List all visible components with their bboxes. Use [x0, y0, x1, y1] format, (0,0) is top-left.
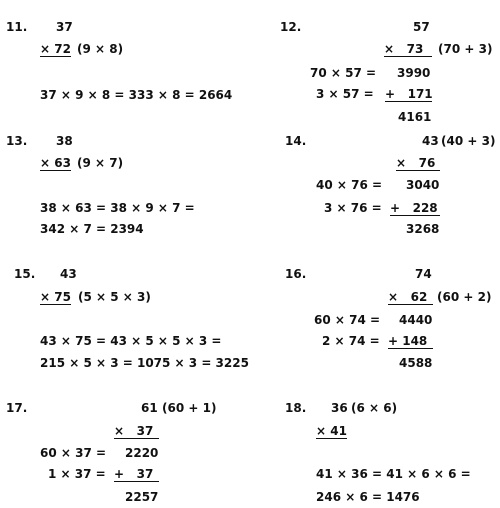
partial-product: 3040: [406, 178, 440, 192]
partial-label: 60 × 74 =: [314, 313, 381, 327]
multiplier: × 37: [114, 424, 159, 439]
partial-label: 3 × 57 =: [316, 87, 374, 101]
multiplier: × 73: [384, 42, 432, 57]
factor-hint: (60 + 2): [437, 290, 492, 304]
partial-label: 40 × 76 =: [316, 178, 383, 192]
multiplicand: 43: [60, 267, 77, 281]
multiplicand: 37: [56, 20, 73, 34]
multiplier: × 72: [40, 42, 71, 56]
partial-product: + 171: [385, 87, 433, 101]
partial-label: 70 × 57 =: [310, 66, 377, 80]
multiplicand: 43: [422, 134, 439, 148]
partial-product: 4440: [399, 313, 433, 327]
total: 4161: [398, 110, 432, 124]
factor-hint: (9 × 8): [77, 42, 124, 56]
problem-number: 11.: [6, 20, 28, 34]
factor-hint: (9 × 7): [77, 156, 124, 170]
total: 4588: [399, 356, 433, 370]
factor-hint: (70 + 3): [438, 42, 493, 56]
multiplicand: 36: [331, 401, 348, 415]
solution-line: 43 × 75 = 43 × 5 × 5 × 3 =: [40, 334, 222, 348]
partial-label: 2 × 74 =: [322, 334, 380, 348]
problem-number: 14.: [285, 134, 307, 148]
partial-product: 3990: [397, 66, 431, 80]
partial-product: + 228: [390, 201, 440, 216]
partial-label: 60 × 37 =: [40, 446, 107, 460]
problem-number: 12.: [280, 20, 302, 34]
partial-label: 1 × 37 =: [48, 467, 106, 481]
solution-line: 37 × 9 × 8 = 333 × 8 = 2664: [40, 88, 233, 102]
multiplier: × 41: [316, 424, 347, 438]
solution-line: 38 × 63 = 38 × 9 × 7 =: [40, 201, 195, 215]
problem-number: 16.: [285, 267, 307, 281]
partial-product: + 37: [114, 467, 159, 482]
multiplicand: 74: [415, 267, 432, 281]
factor-hint: (6 × 6): [351, 401, 398, 415]
multiplier: × 76: [396, 156, 440, 171]
problem-number: 17.: [6, 401, 28, 415]
multiplicand: 57: [413, 20, 430, 34]
partial-product: 2220: [125, 446, 159, 460]
solution-line: 246 × 6 = 1476: [316, 490, 420, 504]
multiplier: × 62: [388, 290, 433, 305]
solution-line: 342 × 7 = 2394: [40, 222, 144, 236]
multiplicand: 38: [56, 134, 73, 148]
problem-number: 13.: [6, 134, 28, 148]
multiplicand: 61: [141, 401, 158, 415]
problem-number: 18.: [285, 401, 307, 415]
problem-number: 15.: [14, 267, 36, 281]
factor-hint: (40 + 3): [441, 134, 496, 148]
factor-hint: (60 + 1): [162, 401, 217, 415]
multiplier: × 63: [40, 156, 71, 170]
partial-label: 3 × 76 =: [324, 201, 382, 215]
multiplier: × 75: [40, 290, 71, 304]
solution-line: 41 × 36 = 41 × 6 × 6 =: [316, 467, 471, 481]
solution-line: 215 × 5 × 3 = 1075 × 3 = 3225: [40, 356, 249, 370]
total: 2257: [125, 490, 159, 504]
factor-hint: (5 × 5 × 3): [78, 290, 151, 304]
total: 3268: [406, 222, 440, 236]
partial-product: + 148: [388, 334, 433, 349]
